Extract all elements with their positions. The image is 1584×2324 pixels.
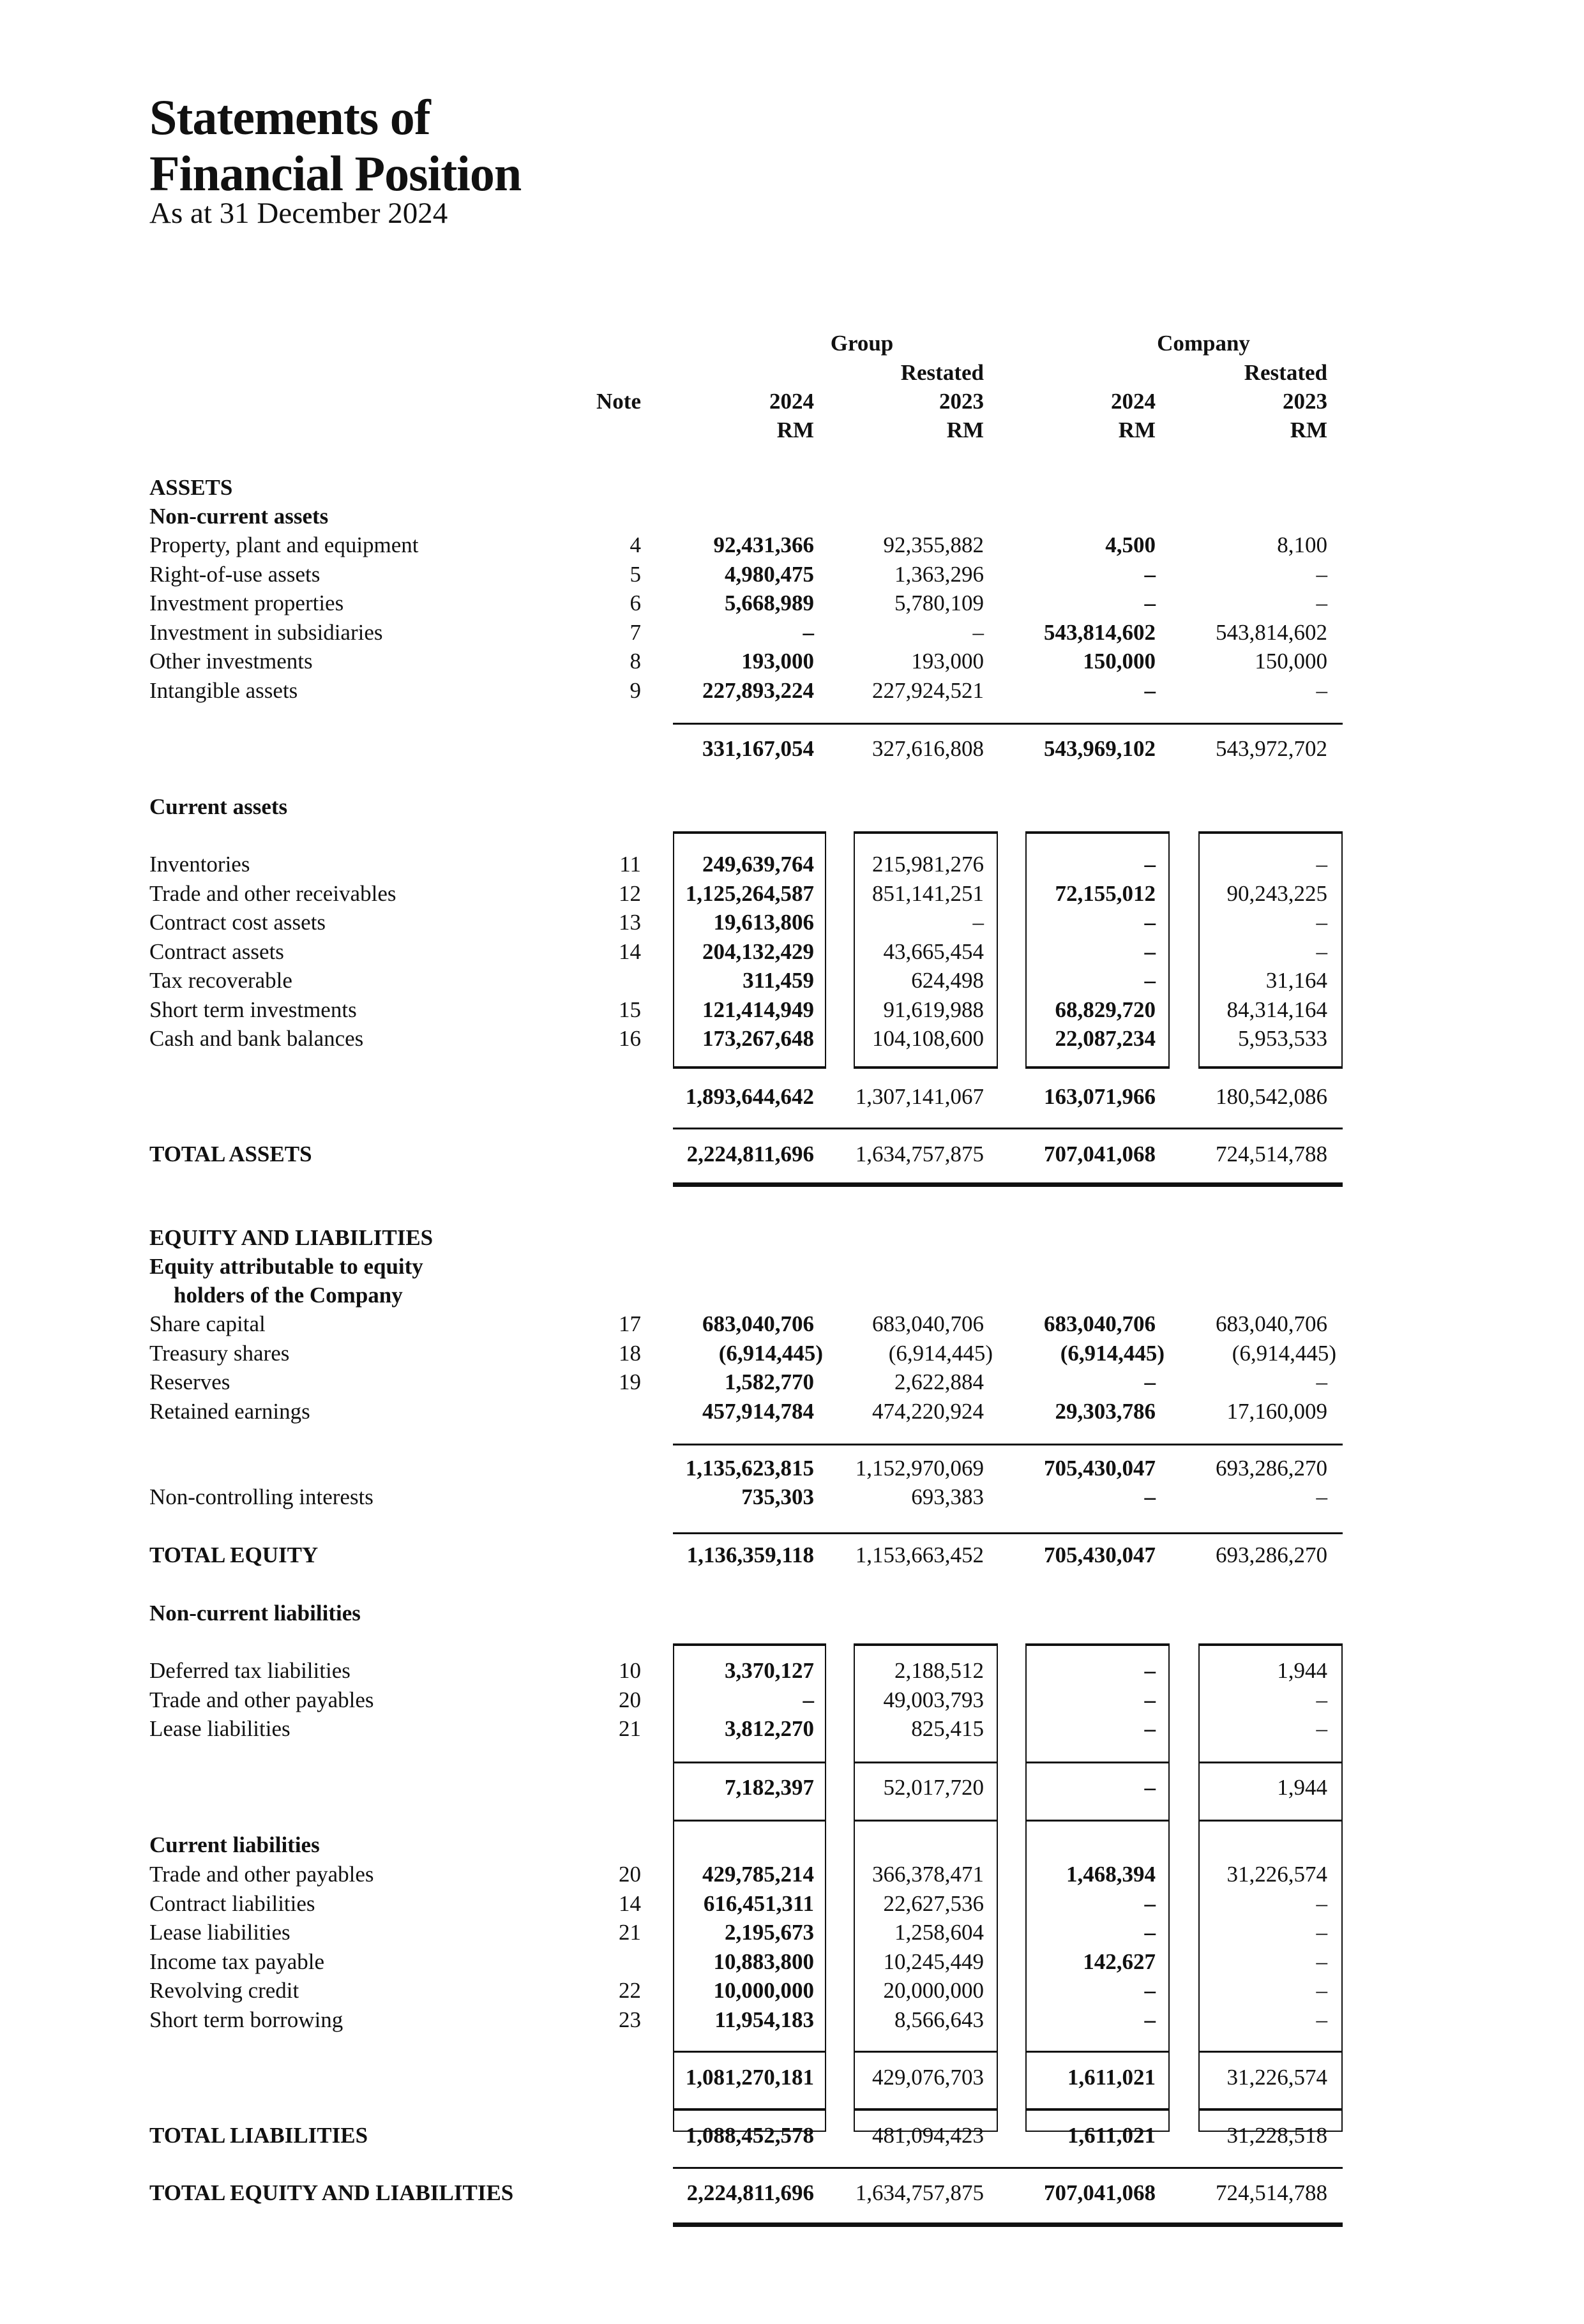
value-cell: – xyxy=(1316,1716,1327,1741)
value-cell: 3,812,270 xyxy=(725,1716,814,1741)
value-cell: 204,132,429 xyxy=(702,939,814,964)
value-cell: – xyxy=(1144,1370,1156,1394)
total-value: 163,071,966 xyxy=(1044,1084,1156,1109)
total-value: 31,228,518 xyxy=(1226,2123,1327,2148)
total-value: 543,969,102 xyxy=(1044,736,1156,761)
total-value: 1,088,452,578 xyxy=(685,2123,814,2148)
value-cell: 2,195,673 xyxy=(725,1920,814,1945)
total-value: 1,153,663,452 xyxy=(855,1543,984,1567)
currency-header: RM xyxy=(776,418,814,442)
nci-label: Non-controlling interests xyxy=(149,1484,373,1509)
total-value: 1,081,270,181 xyxy=(685,2065,814,2090)
value-cell: – xyxy=(1316,910,1327,935)
box-rule xyxy=(673,2108,826,2111)
row-label: Lease liabilities xyxy=(149,1716,290,1741)
total-value: 1,611,021 xyxy=(1067,2123,1156,2148)
note-ref: 13 xyxy=(619,910,641,935)
row-label: Inventories xyxy=(149,852,250,877)
row-label: Cash and bank balances xyxy=(149,1026,364,1051)
year-header-group-2023: 2023 xyxy=(939,389,984,414)
note-ref: 19 xyxy=(619,1370,641,1394)
value-cell: 193,000 xyxy=(911,649,984,674)
value-cell: 683,040,706 xyxy=(702,1311,814,1336)
value-cell: – xyxy=(1316,561,1327,587)
value-cell: 543,814,602 xyxy=(1044,619,1156,645)
value-cell: 624,498 xyxy=(911,968,984,993)
total-assets-label: TOTAL ASSETS xyxy=(149,1142,312,1166)
note-ref: 17 xyxy=(619,1311,641,1336)
current-liabilities-heading: Current liabilities xyxy=(149,1832,320,1857)
total-value: 2,224,811,696 xyxy=(686,2180,814,2205)
total-rule xyxy=(673,1532,1343,1534)
page-subtitle: As at 31 December 2024 xyxy=(149,197,448,230)
note-ref: 9 xyxy=(630,677,641,703)
value-cell: – xyxy=(1144,2007,1156,2032)
value-cell: 5,668,989 xyxy=(725,591,814,615)
note-ref: 14 xyxy=(619,939,641,964)
total-value: 1,634,757,875 xyxy=(855,1142,984,1166)
value-cell: – xyxy=(803,1687,814,1712)
value-cell: – xyxy=(1144,968,1156,993)
value-cell: 49,003,793 xyxy=(883,1687,984,1712)
value-cell: – xyxy=(803,619,814,645)
total-value: 707,041,068 xyxy=(1044,2180,1156,2205)
value-cell: – xyxy=(1144,1687,1156,1712)
value-cell: 616,451,311 xyxy=(703,1890,814,1916)
value-cell: 311,459 xyxy=(743,968,814,993)
row-label: Right-of-use assets xyxy=(149,561,321,587)
total-value: 52,017,720 xyxy=(883,1775,984,1800)
value-cell: 825,415 xyxy=(911,1716,984,1741)
currency-header: RM xyxy=(1118,418,1156,442)
note-ref: 16 xyxy=(619,1026,641,1051)
value-cell: – xyxy=(972,619,984,645)
row-label: Share capital xyxy=(149,1311,266,1336)
total-value: 1,135,623,815 xyxy=(685,1456,814,1481)
box-rule xyxy=(1025,1762,1170,1763)
total-equity-liabilities-label: TOTAL EQUITY AND LIABILITIES xyxy=(149,2180,514,2205)
row-label: Trade and other receivables xyxy=(149,880,396,906)
box-rule xyxy=(854,1820,998,1822)
value-cell: 68,829,720 xyxy=(1055,997,1156,1022)
total-value: – xyxy=(1144,1484,1156,1509)
value-cell: – xyxy=(1144,852,1156,877)
non-current-liabilities-heading: Non-current liabilities xyxy=(149,1601,361,1626)
total-value: 705,430,047 xyxy=(1044,1456,1156,1481)
value-cell: 543,814,602 xyxy=(1216,619,1327,645)
value-cell: – xyxy=(1316,591,1327,615)
subtotal-rule xyxy=(673,1444,1343,1445)
value-cell: 1,582,770 xyxy=(725,1370,814,1394)
value-cell: 10,000,000 xyxy=(713,1978,814,2003)
total-value: 693,383 xyxy=(911,1484,984,1509)
value-cell: 43,665,454 xyxy=(883,939,984,964)
note-ref: 5 xyxy=(630,561,641,587)
value-cell: (6,914,445) xyxy=(1060,1340,1165,1366)
total-value: 1,152,970,069 xyxy=(855,1456,984,1481)
row-label: Other investments xyxy=(149,649,313,674)
value-cell: 142,627 xyxy=(1083,1949,1156,1974)
total-value: 693,286,270 xyxy=(1216,1456,1327,1481)
row-label: Short term investments xyxy=(149,997,357,1022)
value-cell: – xyxy=(1316,1687,1327,1712)
value-cell: 683,040,706 xyxy=(1044,1311,1156,1336)
total-value: 331,167,054 xyxy=(702,736,814,761)
value-cell: 2,188,512 xyxy=(894,1658,984,1683)
value-cell: 5,780,109 xyxy=(894,591,984,615)
group-header: Group xyxy=(830,331,894,356)
value-cell: – xyxy=(1316,1890,1327,1916)
box-rule xyxy=(1198,2051,1343,2053)
value-cell: – xyxy=(1316,1370,1327,1394)
value-cell: 227,924,521 xyxy=(872,677,984,703)
row-label: Investment in subsidiaries xyxy=(149,619,383,645)
row-label: Reserves xyxy=(149,1370,230,1394)
value-cell: – xyxy=(1144,1978,1156,2003)
value-cell: 3,370,127 xyxy=(725,1658,814,1683)
row-label: Investment properties xyxy=(149,591,344,615)
total-value: 1,136,359,118 xyxy=(686,1543,814,1567)
value-cell: 429,785,214 xyxy=(702,1862,814,1887)
value-cell: 17,160,009 xyxy=(1226,1398,1327,1424)
total-value: 1,307,141,067 xyxy=(855,1084,984,1109)
value-cell: (6,914,445) xyxy=(888,1340,993,1366)
page-title-line2: Financial Position xyxy=(149,146,522,201)
total-value: 543,972,702 xyxy=(1216,736,1327,761)
value-cell: 193,000 xyxy=(741,649,814,674)
value-cell: 150,000 xyxy=(1255,649,1327,674)
current-assets-heading: Current assets xyxy=(149,794,288,819)
value-cell: – xyxy=(1316,2007,1327,2032)
value-cell: – xyxy=(1316,1920,1327,1945)
value-cell: 2,622,884 xyxy=(894,1370,984,1394)
total-value: 1,893,644,642 xyxy=(685,1084,814,1109)
total-rule xyxy=(673,2167,1343,2169)
value-cell: 92,431,366 xyxy=(713,532,814,557)
total-equity-label: TOTAL EQUITY xyxy=(149,1543,319,1567)
total-value: 724,514,788 xyxy=(1216,1142,1327,1166)
note-ref: 4 xyxy=(630,532,641,557)
note-ref: 23 xyxy=(619,2007,641,2032)
value-cell: – xyxy=(1144,591,1156,615)
total-value: 735,303 xyxy=(741,1484,814,1509)
value-cell: – xyxy=(1316,677,1327,703)
company-restated-label: Restated xyxy=(1244,360,1327,385)
value-cell: 457,914,784 xyxy=(702,1398,814,1424)
value-cell: 31,164 xyxy=(1265,968,1327,993)
total-value: 707,041,068 xyxy=(1044,1142,1156,1166)
value-cell: 19,613,806 xyxy=(713,910,814,935)
row-label: Trade and other payables xyxy=(149,1862,374,1887)
value-cell: 1,125,264,587 xyxy=(685,880,814,906)
currency-header: RM xyxy=(946,418,984,442)
value-cell: – xyxy=(1316,852,1327,877)
total-value: 724,514,788 xyxy=(1216,2180,1327,2205)
row-label: Lease liabilities xyxy=(149,1920,290,1945)
total-liabilities-label: TOTAL LIABILITIES xyxy=(149,2123,368,2148)
value-cell: 1,944 xyxy=(1277,1658,1327,1683)
note-ref: 14 xyxy=(619,1890,641,1916)
total-value: 7,182,397 xyxy=(725,1775,814,1800)
value-cell: 227,893,224 xyxy=(702,677,814,703)
box-rule xyxy=(1198,1820,1343,1822)
value-cell: (6,914,445) xyxy=(718,1340,823,1366)
value-cell: 22,087,234 xyxy=(1055,1026,1156,1051)
currency-header: RM xyxy=(1290,418,1327,442)
box-rule xyxy=(1198,2108,1343,2111)
row-label: Revolving credit xyxy=(149,1978,299,2003)
note-ref: 11 xyxy=(619,852,641,877)
value-cell: 4,500 xyxy=(1105,532,1156,557)
box-rule xyxy=(1025,2108,1170,2111)
box-rule xyxy=(854,2108,998,2111)
row-label: Trade and other payables xyxy=(149,1687,374,1712)
total-value: 705,430,047 xyxy=(1044,1543,1156,1567)
value-cell: 215,981,276 xyxy=(872,852,984,877)
double-rule xyxy=(673,1182,1343,1187)
equity-attributable-heading: Equity attributable to equity xyxy=(149,1254,423,1279)
value-cell: 1,468,394 xyxy=(1066,1862,1156,1887)
value-cell: – xyxy=(1316,939,1327,964)
value-cell: 4,980,475 xyxy=(725,561,814,587)
total-value: 327,616,808 xyxy=(872,736,984,761)
value-cell: – xyxy=(1144,677,1156,703)
subtotal-rule xyxy=(673,723,1343,725)
value-cell: 20,000,000 xyxy=(883,1978,984,2003)
non-current-assets-heading: Non-current assets xyxy=(149,504,329,529)
value-cell: 5,953,533 xyxy=(1238,1026,1327,1051)
box-rule xyxy=(673,2051,826,2053)
value-cell: 150,000 xyxy=(1083,649,1156,674)
value-cell: 90,243,225 xyxy=(1226,880,1327,906)
value-cell: – xyxy=(1316,1978,1327,2003)
value-cell: 11,954,183 xyxy=(714,2007,814,2032)
assets-heading: ASSETS xyxy=(149,475,233,500)
year-header-company-2024: 2024 xyxy=(1111,389,1156,414)
equity-liabilities-heading: EQUITY AND LIABILITIES xyxy=(149,1225,434,1250)
note-ref: 15 xyxy=(619,997,641,1022)
box-rule xyxy=(673,1820,826,1822)
value-cell: 8,566,643 xyxy=(894,2007,984,2032)
value-cell: – xyxy=(1144,939,1156,964)
row-label: Contract liabilities xyxy=(149,1890,315,1916)
value-cell: 121,414,949 xyxy=(702,997,814,1022)
note-ref: 12 xyxy=(619,880,641,906)
value-cell: – xyxy=(1144,1658,1156,1683)
page-title-line1: Statements of xyxy=(149,89,430,145)
value-cell: 29,303,786 xyxy=(1055,1398,1156,1424)
box-rule xyxy=(1025,1820,1170,1822)
company-header: Company xyxy=(1157,331,1250,356)
value-cell: 22,627,536 xyxy=(883,1890,984,1916)
box-rule xyxy=(854,1762,998,1763)
group-restated-label: Restated xyxy=(900,360,984,385)
total-value: 429,076,703 xyxy=(872,2065,984,2090)
double-rule xyxy=(673,2222,1343,2227)
value-cell: 366,378,471 xyxy=(872,1862,984,1887)
total-value: 1,944 xyxy=(1277,1775,1327,1800)
value-cell: 72,155,012 xyxy=(1055,880,1156,906)
total-value: 693,286,270 xyxy=(1216,1543,1327,1567)
value-cell: 474,220,924 xyxy=(872,1398,984,1424)
row-label: Income tax payable xyxy=(149,1949,325,1974)
note-ref: 21 xyxy=(619,1716,641,1741)
value-cell: 1,363,296 xyxy=(894,561,984,587)
total-value: 1,611,021 xyxy=(1067,2065,1156,2090)
row-label: Short term borrowing xyxy=(149,2007,343,2032)
note-ref: 18 xyxy=(619,1340,641,1366)
row-label: Treasury shares xyxy=(149,1340,290,1366)
value-cell: 173,267,648 xyxy=(702,1026,814,1051)
total-value: – xyxy=(1316,1484,1327,1509)
value-cell: 92,355,882 xyxy=(883,532,984,557)
value-cell: 8,100 xyxy=(1277,532,1327,557)
note-ref: 22 xyxy=(619,1978,641,2003)
row-label: Property, plant and equipment xyxy=(149,532,419,557)
value-cell: 31,226,574 xyxy=(1226,1862,1327,1887)
value-cell: – xyxy=(1144,1890,1156,1916)
value-cell: – xyxy=(1144,1920,1156,1945)
value-cell: – xyxy=(1144,1716,1156,1741)
row-label: Intangible assets xyxy=(149,677,298,703)
total-value: – xyxy=(1144,1775,1156,1800)
total-value: 180,542,086 xyxy=(1216,1084,1327,1109)
note-ref: 6 xyxy=(630,591,641,615)
value-cell: – xyxy=(1144,910,1156,935)
total-value: 481,094,423 xyxy=(872,2123,984,2148)
value-cell: 91,619,988 xyxy=(883,997,984,1022)
total-value: 31,226,574 xyxy=(1226,2065,1327,2090)
note-ref: 20 xyxy=(619,1687,641,1712)
row-label: Contract cost assets xyxy=(149,910,326,935)
total-rule xyxy=(673,1128,1343,1129)
value-cell: – xyxy=(1144,561,1156,587)
year-header-company-2023: 2023 xyxy=(1283,389,1327,414)
year-header-group-2024: 2024 xyxy=(769,389,814,414)
note-ref: 20 xyxy=(619,1862,641,1887)
note-ref: 7 xyxy=(630,619,641,645)
box-rule xyxy=(1025,2051,1170,2053)
value-cell: 683,040,706 xyxy=(872,1311,984,1336)
total-value: 1,634,757,875 xyxy=(855,2180,984,2205)
note-ref: 21 xyxy=(619,1920,641,1945)
note-ref: 8 xyxy=(630,649,641,674)
value-cell: (6,914,445) xyxy=(1232,1340,1336,1366)
equity-attributable-heading-cont: holders of the Company xyxy=(174,1283,403,1308)
value-cell: 84,314,164 xyxy=(1226,997,1327,1022)
row-label: Tax recoverable xyxy=(149,968,292,993)
value-cell: – xyxy=(972,910,984,935)
value-cell: 683,040,706 xyxy=(1216,1311,1327,1336)
box-rule xyxy=(673,1762,826,1763)
total-value: 2,224,811,696 xyxy=(686,1142,814,1166)
note-header: Note xyxy=(596,389,641,414)
value-cell: 249,639,764 xyxy=(702,852,814,877)
value-cell: 851,141,251 xyxy=(872,880,984,906)
box-rule xyxy=(854,2051,998,2053)
box-rule xyxy=(1198,1762,1343,1763)
row-label: Contract assets xyxy=(149,939,284,964)
value-cell: 10,883,800 xyxy=(713,1949,814,1974)
value-cell: – xyxy=(1316,1949,1327,1974)
value-cell: 1,258,604 xyxy=(894,1920,984,1945)
value-cell: 104,108,600 xyxy=(872,1026,984,1051)
value-cell: 10,245,449 xyxy=(883,1949,984,1974)
row-label: Deferred tax liabilities xyxy=(149,1658,351,1683)
row-label: Retained earnings xyxy=(149,1398,310,1424)
note-ref: 10 xyxy=(619,1658,641,1683)
